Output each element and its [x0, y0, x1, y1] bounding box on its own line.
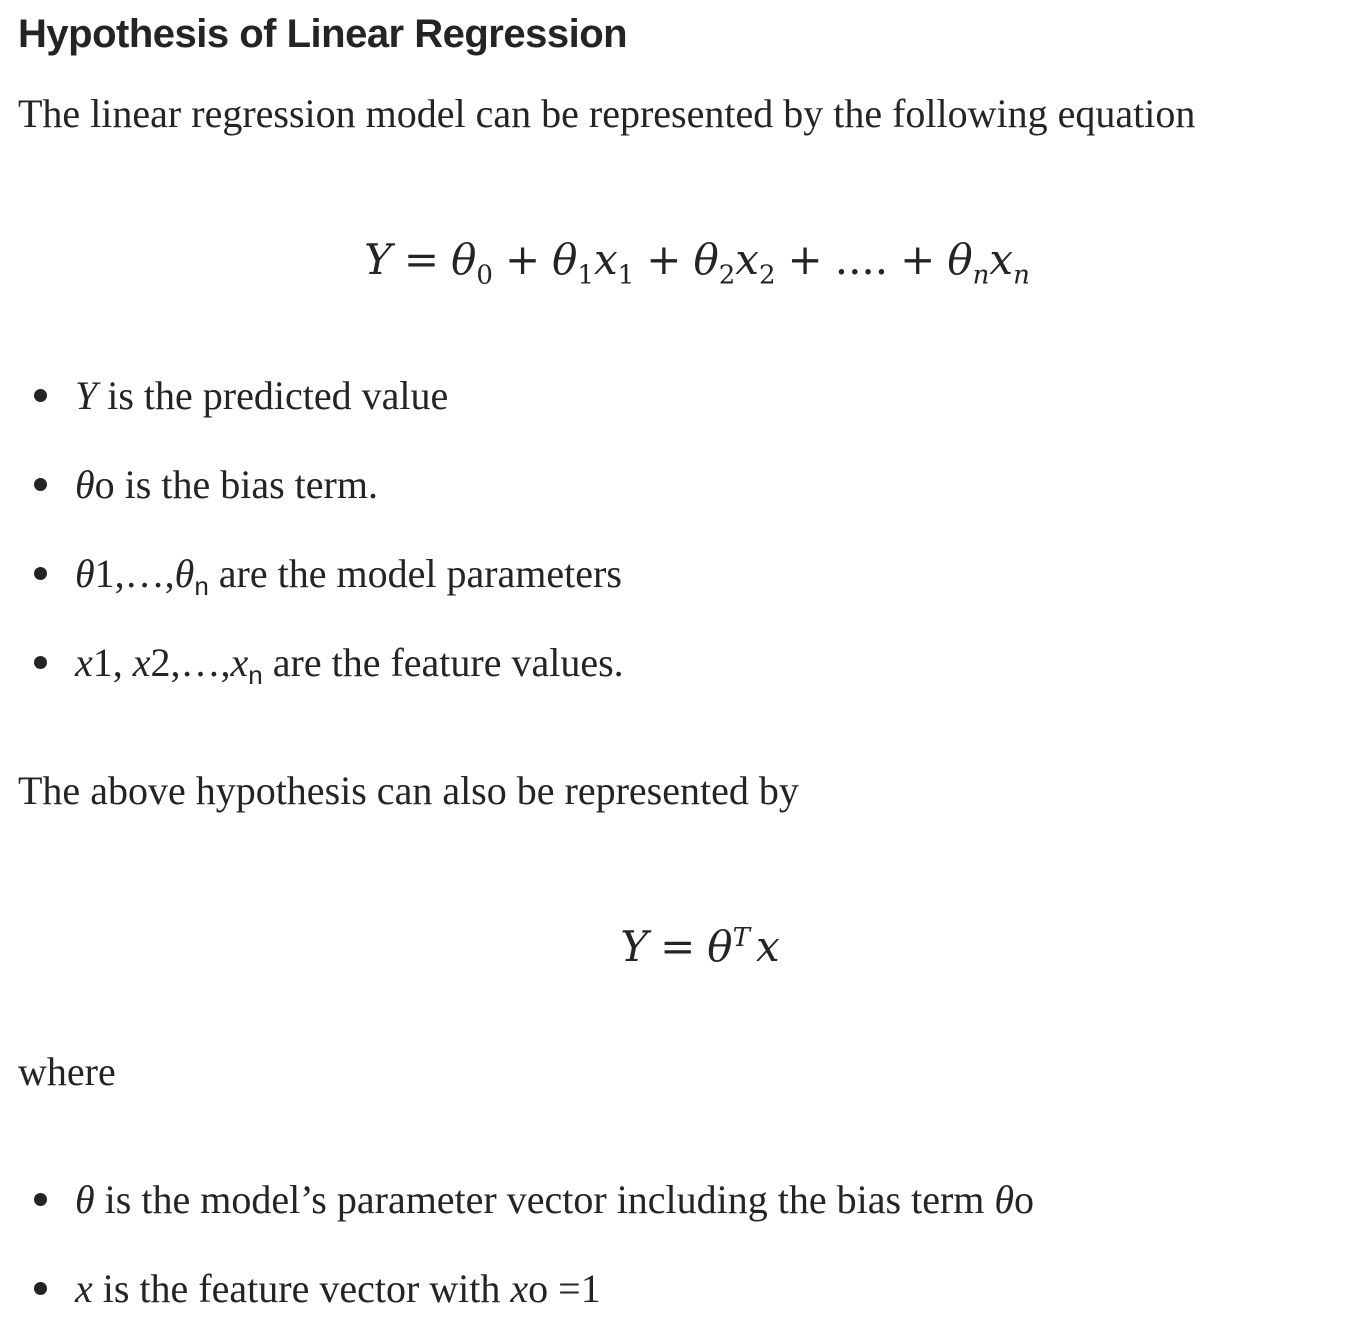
eq1-term: θ — [693, 235, 719, 284]
math-symbol: x — [510, 1266, 529, 1311]
math-symbol: x — [75, 640, 93, 685]
math-symbol: θ — [75, 1177, 95, 1222]
bullet-dot — [34, 389, 47, 402]
eq2-lhs: Y — [620, 922, 649, 971]
math-separator: ,…, — [170, 640, 231, 685]
list-item — [34, 459, 378, 511]
eq2-equals: = — [660, 922, 696, 971]
list-item-text: is the feature vector with — [92, 1266, 511, 1311]
math-symbol: θ — [174, 551, 195, 596]
math-subscript: n — [194, 571, 209, 601]
eq1-term: θ — [947, 235, 973, 284]
math-symbol: x — [75, 1266, 93, 1311]
where-label: where — [18, 1049, 116, 1094]
eq1-term: θ — [552, 235, 578, 284]
list-item-text: is the model’s parameter vector including the bias term — [94, 1177, 995, 1222]
eq1-sub: 2 — [718, 260, 736, 291]
eq2-transpose: T — [732, 923, 750, 953]
eq1-plus: + — [646, 235, 682, 284]
eq1-sub: n — [972, 260, 990, 291]
eq2-theta: θ — [707, 922, 733, 971]
eq1-plus: + — [504, 235, 541, 284]
math-symbol: θ — [75, 462, 95, 507]
vector-equation — [0, 908, 1346, 977]
eq1-term: θ — [451, 235, 477, 284]
eq2-x: x — [755, 922, 780, 971]
math-symbol: θ — [994, 1177, 1015, 1222]
intro-paragraph: The linear regression model can be represented by the following equation — [18, 91, 1196, 136]
bullet-dot — [34, 1282, 47, 1295]
math-subscript: o — [94, 462, 115, 507]
list-item — [34, 1263, 601, 1315]
list-item — [34, 637, 624, 693]
hypothesis-equation — [0, 230, 1346, 305]
bullet-dot — [34, 656, 47, 669]
eq1-plus: + — [900, 235, 936, 284]
eq1-sub: 0 — [476, 260, 493, 291]
eq1-term: x — [735, 235, 759, 284]
list-item-text: are the model parameters — [208, 551, 622, 596]
list-item-text: is the predicted value — [97, 373, 449, 418]
eq1-term: x — [594, 235, 618, 284]
math-separator: ,…, — [114, 551, 175, 596]
list-item-text: =1 — [548, 1266, 601, 1311]
eq1-sub: 1 — [577, 260, 594, 291]
eq1-sub: 1 — [617, 260, 635, 291]
article-heading: Hypothesis of Linear Regression — [18, 12, 628, 56]
math-subscript: o — [1014, 1177, 1035, 1222]
math-subscript: 1 — [94, 551, 115, 596]
math-symbol: x — [132, 640, 151, 685]
math-symbol: θ — [75, 551, 95, 596]
eq1-term: x — [989, 235, 1014, 284]
list-item-text: is the bias term. — [114, 462, 378, 507]
list-item — [34, 1174, 1034, 1226]
math-subscript: 1 — [92, 640, 113, 685]
bullet-dot — [34, 478, 47, 491]
list-item — [34, 548, 622, 604]
math-subscript: o — [528, 1266, 549, 1311]
eq1-ellipsis: .... — [834, 235, 889, 284]
math-symbol: Y — [75, 373, 98, 418]
eq1-sub: n — [1013, 260, 1030, 291]
bullet-dot — [34, 1193, 47, 1206]
math-symbol: x — [230, 640, 249, 685]
math-subscript: n — [248, 660, 263, 690]
list-item-text: are the feature values. — [262, 640, 624, 685]
mid-paragraph: The above hypothesis can also be represented by — [18, 768, 799, 813]
list-item — [34, 370, 448, 422]
eq1-plus: + — [787, 235, 823, 284]
eq1-sub: 2 — [758, 260, 776, 291]
math-separator: , — [112, 640, 133, 685]
eq1-lhs: Y — [364, 235, 392, 284]
eq1-equals: = — [403, 235, 440, 284]
bullet-dot — [34, 567, 47, 580]
math-subscript: 2 — [150, 640, 171, 685]
